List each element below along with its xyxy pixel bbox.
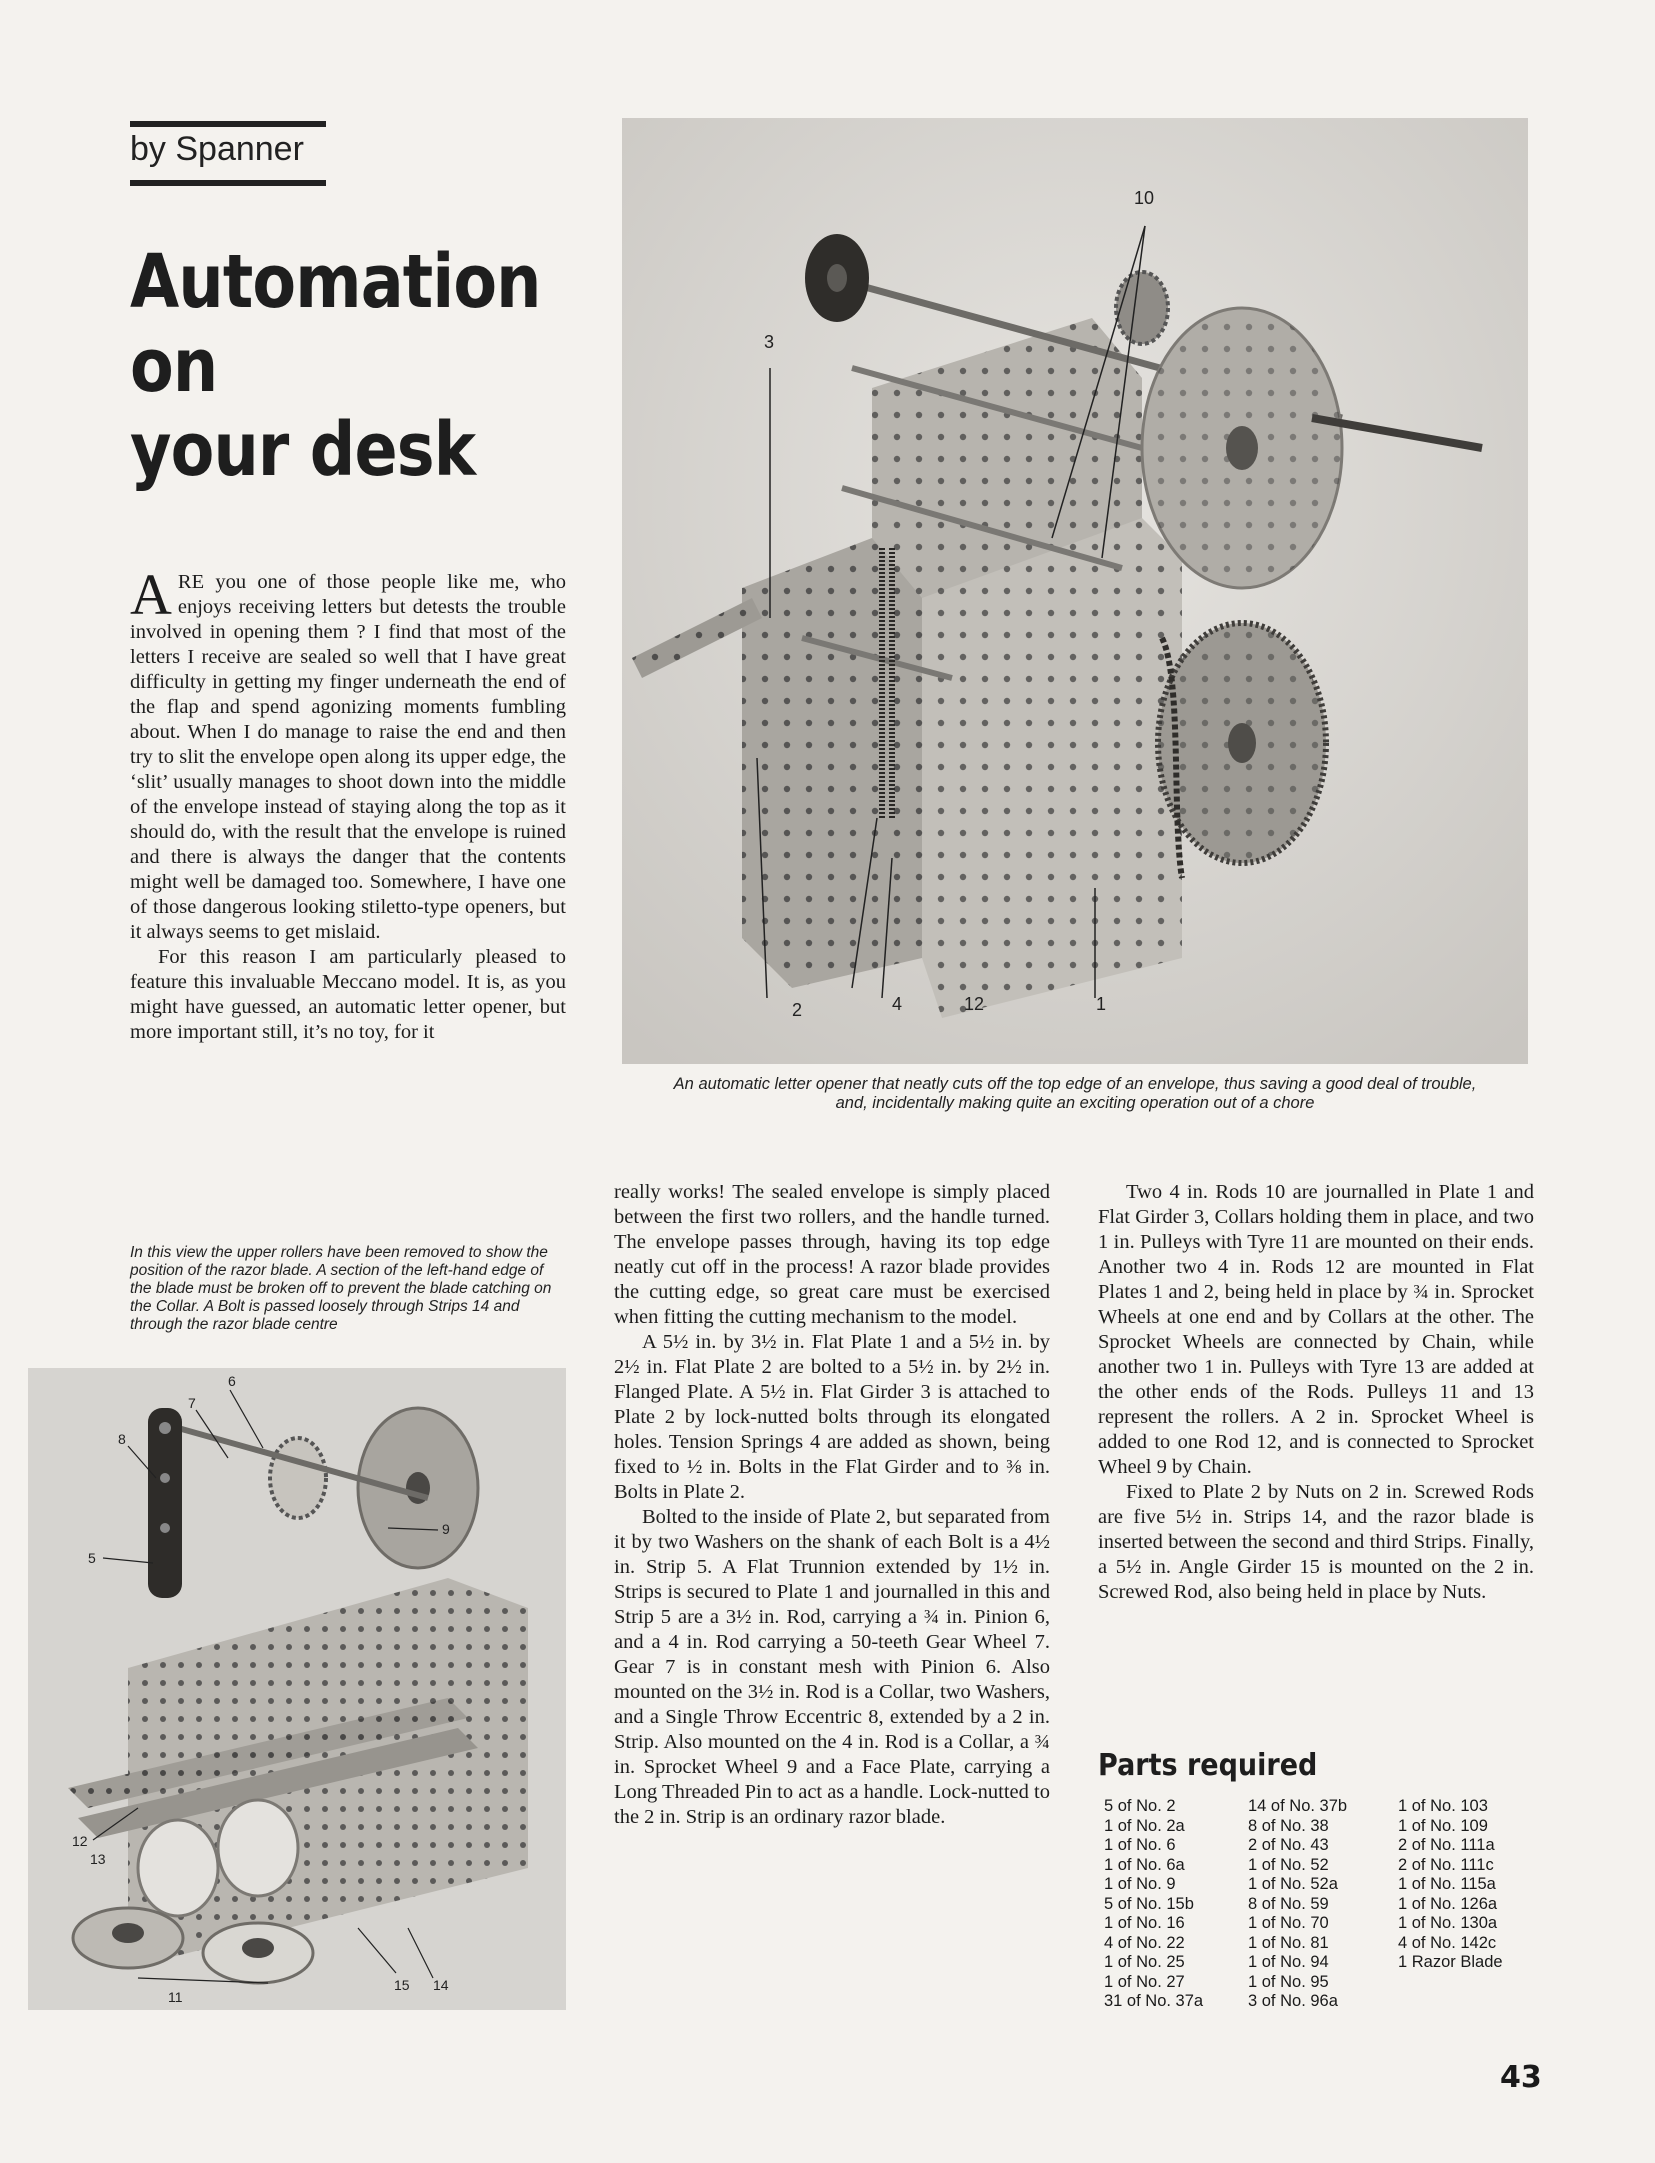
- title-line-3: your desk: [130, 407, 476, 493]
- parts-item: 4 of No. 22: [1104, 1933, 1185, 1952]
- main-photo-label-12: 12: [964, 994, 985, 1014]
- intro-paragraph-1-text: RE you one of those people like me, who enjoys receiving letters but detests the trouble involved in opening them ? I find that most of the letters I receive are sealed so well that I have great difficulty in getting my finger underneath the end of the flap and spend agonizing moments fumbling about. When I do manage to raise the end and then try to slit the envelope open along its upper edge, the ‘slit’ usually manages to shoot down into the middle of the envelope instead of staying along the top as it should do, with the result that the envelope is ruined and there is always the danger that the contents might well be damaged too. Somewhere, I have one of those dangerous looking stiletto-type openers, but it always seems to get mislaid.: [130, 571, 566, 943]
- side-photo-label-7: 7: [188, 1395, 196, 1411]
- parts-item: 1 Razor Blade: [1398, 1953, 1503, 1971]
- side-photo-label-14: 14: [433, 1977, 449, 1993]
- parts-list-column-a: [1104, 1797, 1254, 2012]
- title-line-1: Automation: [130, 239, 541, 325]
- parts-item: 1 of No. 109: [1398, 1816, 1488, 1835]
- parts-item: 5 of No. 15b: [1104, 1894, 1194, 1913]
- parts-item: 1 of No. 52a: [1248, 1875, 1338, 1893]
- main-photo-label-2: 2: [792, 1000, 803, 1020]
- parts-item: 1 of No. 94: [1248, 1953, 1329, 1971]
- parts-required-heading: Parts required: [1098, 1748, 1318, 1783]
- article-title: [130, 239, 541, 493]
- side-photo-label-13: 13: [90, 1851, 106, 1867]
- parts-item: 1 of No. 27: [1104, 1972, 1185, 1991]
- parts-item: 1 of No. 81: [1248, 1933, 1329, 1952]
- parts-item: 2 of No. 111a: [1398, 1836, 1495, 1854]
- body-column-3: [1098, 1180, 1534, 1605]
- parts-item: 1 of No. 103: [1398, 1797, 1488, 1815]
- intro-column: [130, 562, 566, 1045]
- parts-item: 1 of No. 126a: [1398, 1894, 1498, 1913]
- main-photo-label-1: 1: [1096, 994, 1107, 1014]
- parts-item: 31 of No. 37a: [1104, 1992, 1204, 2010]
- parts-item: 1 of No. 6: [1104, 1836, 1176, 1854]
- side-photo-label-5: 5: [88, 1550, 96, 1566]
- parts-item: 1 of No. 9: [1104, 1875, 1176, 1893]
- parts-item: 5 of No. 2: [1104, 1797, 1176, 1815]
- parts-list-column-b: [1248, 1797, 1398, 2012]
- side-photo-label-9: 9: [442, 1521, 450, 1537]
- col2-paragraph-1: really works! The sealed envelope is simply placed between the first two rollers, and the handle turned. The envelope passes through, having its top edge neatly cut off in the process! A razor blade provides the cutting edge, so great care must be exercised when fitting the cutting mechanism to the model.: [614, 1181, 1050, 1328]
- intro-paragraph-1: [130, 562, 566, 945]
- parts-item: 1 of No. 52: [1248, 1855, 1329, 1874]
- parts-item: 1 of No. 6a: [1104, 1855, 1185, 1874]
- byline-rule-top: [130, 121, 326, 127]
- parts-item: 14 of No. 37b: [1248, 1797, 1348, 1815]
- byline-rule-bottom: [130, 180, 326, 186]
- parts-item: 2 of No. 43: [1248, 1836, 1329, 1854]
- byline: by Spanner: [130, 130, 304, 168]
- side-photo-label-11: 11: [168, 1989, 183, 2005]
- title-line-2: on: [130, 323, 218, 409]
- parts-item: 1 of No. 2a: [1104, 1816, 1185, 1835]
- parts-item: 3 of No. 96a: [1248, 1992, 1338, 2010]
- main-photo-label-10: 10: [1134, 188, 1155, 208]
- side-photo-label-15: 15: [394, 1977, 410, 1993]
- parts-item: 1 of No. 70: [1248, 1914, 1329, 1932]
- page-number: 43: [1500, 2060, 1542, 2095]
- col3-paragraph-1: Two 4 in. Rods 10 are journalled in Plate 1 and Flat Girder 3, Collars holding them in place, and two 1 in. Pulleys with Tyre 11 are mounted on their ends. Another two 4 in. Rods 12 are mounted in Flat Plates 1 and 2, being held in place by ¾ in. Sprocket Wheels at one end and by Collars at the other. The Sprocket Wheels are connected by Chain, while another two 1 in. Pulleys with Tyre 13 are added at the other ends of the Rods. Pulleys 11 and 13 represent the rollers. A 2 in. Sprocket Wheel is added to one Rod 12, and is connected to Sprocket Wheel 9 by Chain.: [1098, 1181, 1534, 1478]
- col3-paragraph-2: Fixed to Plate 2 by Nuts on 2 in. Screwed Rods are five 5½ in. Strips 14, and the razor blade is inserted between the second and third Strips. Finally, a 5½ in. Angle Girder 15 is mounted on the 2 in. Screwed Rod, also being held in place by Nuts.: [1098, 1481, 1534, 1603]
- drop-cap: A: [130, 562, 172, 627]
- main-photo-label-4: 4: [892, 994, 903, 1014]
- main-photo-caption: An automatic letter opener that neatly cuts off the top edge of an envelope, thus saving a good deal of trouble, and, incidentally making quite an exciting operation out of a chore: [673, 1075, 1477, 1112]
- col2-paragraph-3: Bolted to the inside of Plate 2, but separated from it by two Washers on the shank of each Bolt is a 4½ in. Strip 5. A Flat Trunnion extended by 1½ in. Strips is secured to Plate 1 and journalled in this and Strip 5 are a 3½ in. Rod, carrying a ¾ in. Pinion 6, and a 4 in. Rod carrying a 50-teeth Gear Wheel 7. Gear 7 is in constant mesh with Pinion 6. Also mounted on the 3½ in. Rod is a Collar, two Washers, and a Single Throw Eccentric 8, extended by a 2 in. Strip. Also mounted on the 4 in. Rod is a Collar, a ¾ in. Sprocket Wheel 9 and a Face Plate, carrying a Long Threaded Pin to act as a handle. Lock-nutted to the 2 in. Strip is an ordinary razor blade.: [614, 1506, 1050, 1828]
- side-photo-label-8: 8: [118, 1431, 126, 1447]
- parts-item: 1 of No. 16: [1104, 1914, 1185, 1932]
- col2-paragraph-2: A 5½ in. by 3½ in. Flat Plate 1 and a 5½ in. by 2½ in. Flat Plate 2 are bolted to a 5½ in. by 2½ in. Flanged Plate. A 5½ in. Flat Girder 3 is attached to Plate 2 by lock-nutted bolts through its elongated holes. Tension Springs 4 are added as shown, being fixed to ½ in. Bolts in the Flat Girder and to ⅜ in. Bolts in Plate 2.: [614, 1331, 1050, 1503]
- parts-item: 1 of No. 25: [1104, 1953, 1185, 1971]
- side-photo: [28, 1368, 566, 2010]
- parts-item: 2 of No. 111c: [1398, 1855, 1494, 1874]
- intro-paragraph-2: For this reason I am particularly pleased to feature this invaluable Meccano model. It is, as you might have guessed, an automatic letter opener, but more important still, it’s no toy, for it: [130, 946, 566, 1043]
- side-photo-label-6: 6: [228, 1373, 236, 1389]
- parts-item: 8 of No. 59: [1248, 1894, 1329, 1913]
- body-column-2: [614, 1180, 1050, 1830]
- parts-item: 1 of No. 115a: [1398, 1875, 1496, 1893]
- side-photo-caption: In this view the upper rollers have been removed to show the position of the razor blade. A section of the left-hand edge of the blade must be broken off to prevent the blade catching on the Collar. A Bolt is passed loosely through Strips 14 and through the razor blade centre: [130, 1244, 552, 1333]
- main-photo-label-3: 3: [764, 332, 775, 352]
- parts-item: 4 of No. 142c: [1398, 1933, 1497, 1952]
- main-photo: [622, 118, 1528, 1064]
- side-photo-label-12: 12: [72, 1833, 88, 1849]
- parts-item: 8 of No. 38: [1248, 1816, 1329, 1835]
- parts-list-column-c: [1398, 1797, 1548, 1973]
- parts-item: 1 of No. 95: [1248, 1972, 1329, 1991]
- parts-item: 1 of No. 130a: [1398, 1914, 1498, 1932]
